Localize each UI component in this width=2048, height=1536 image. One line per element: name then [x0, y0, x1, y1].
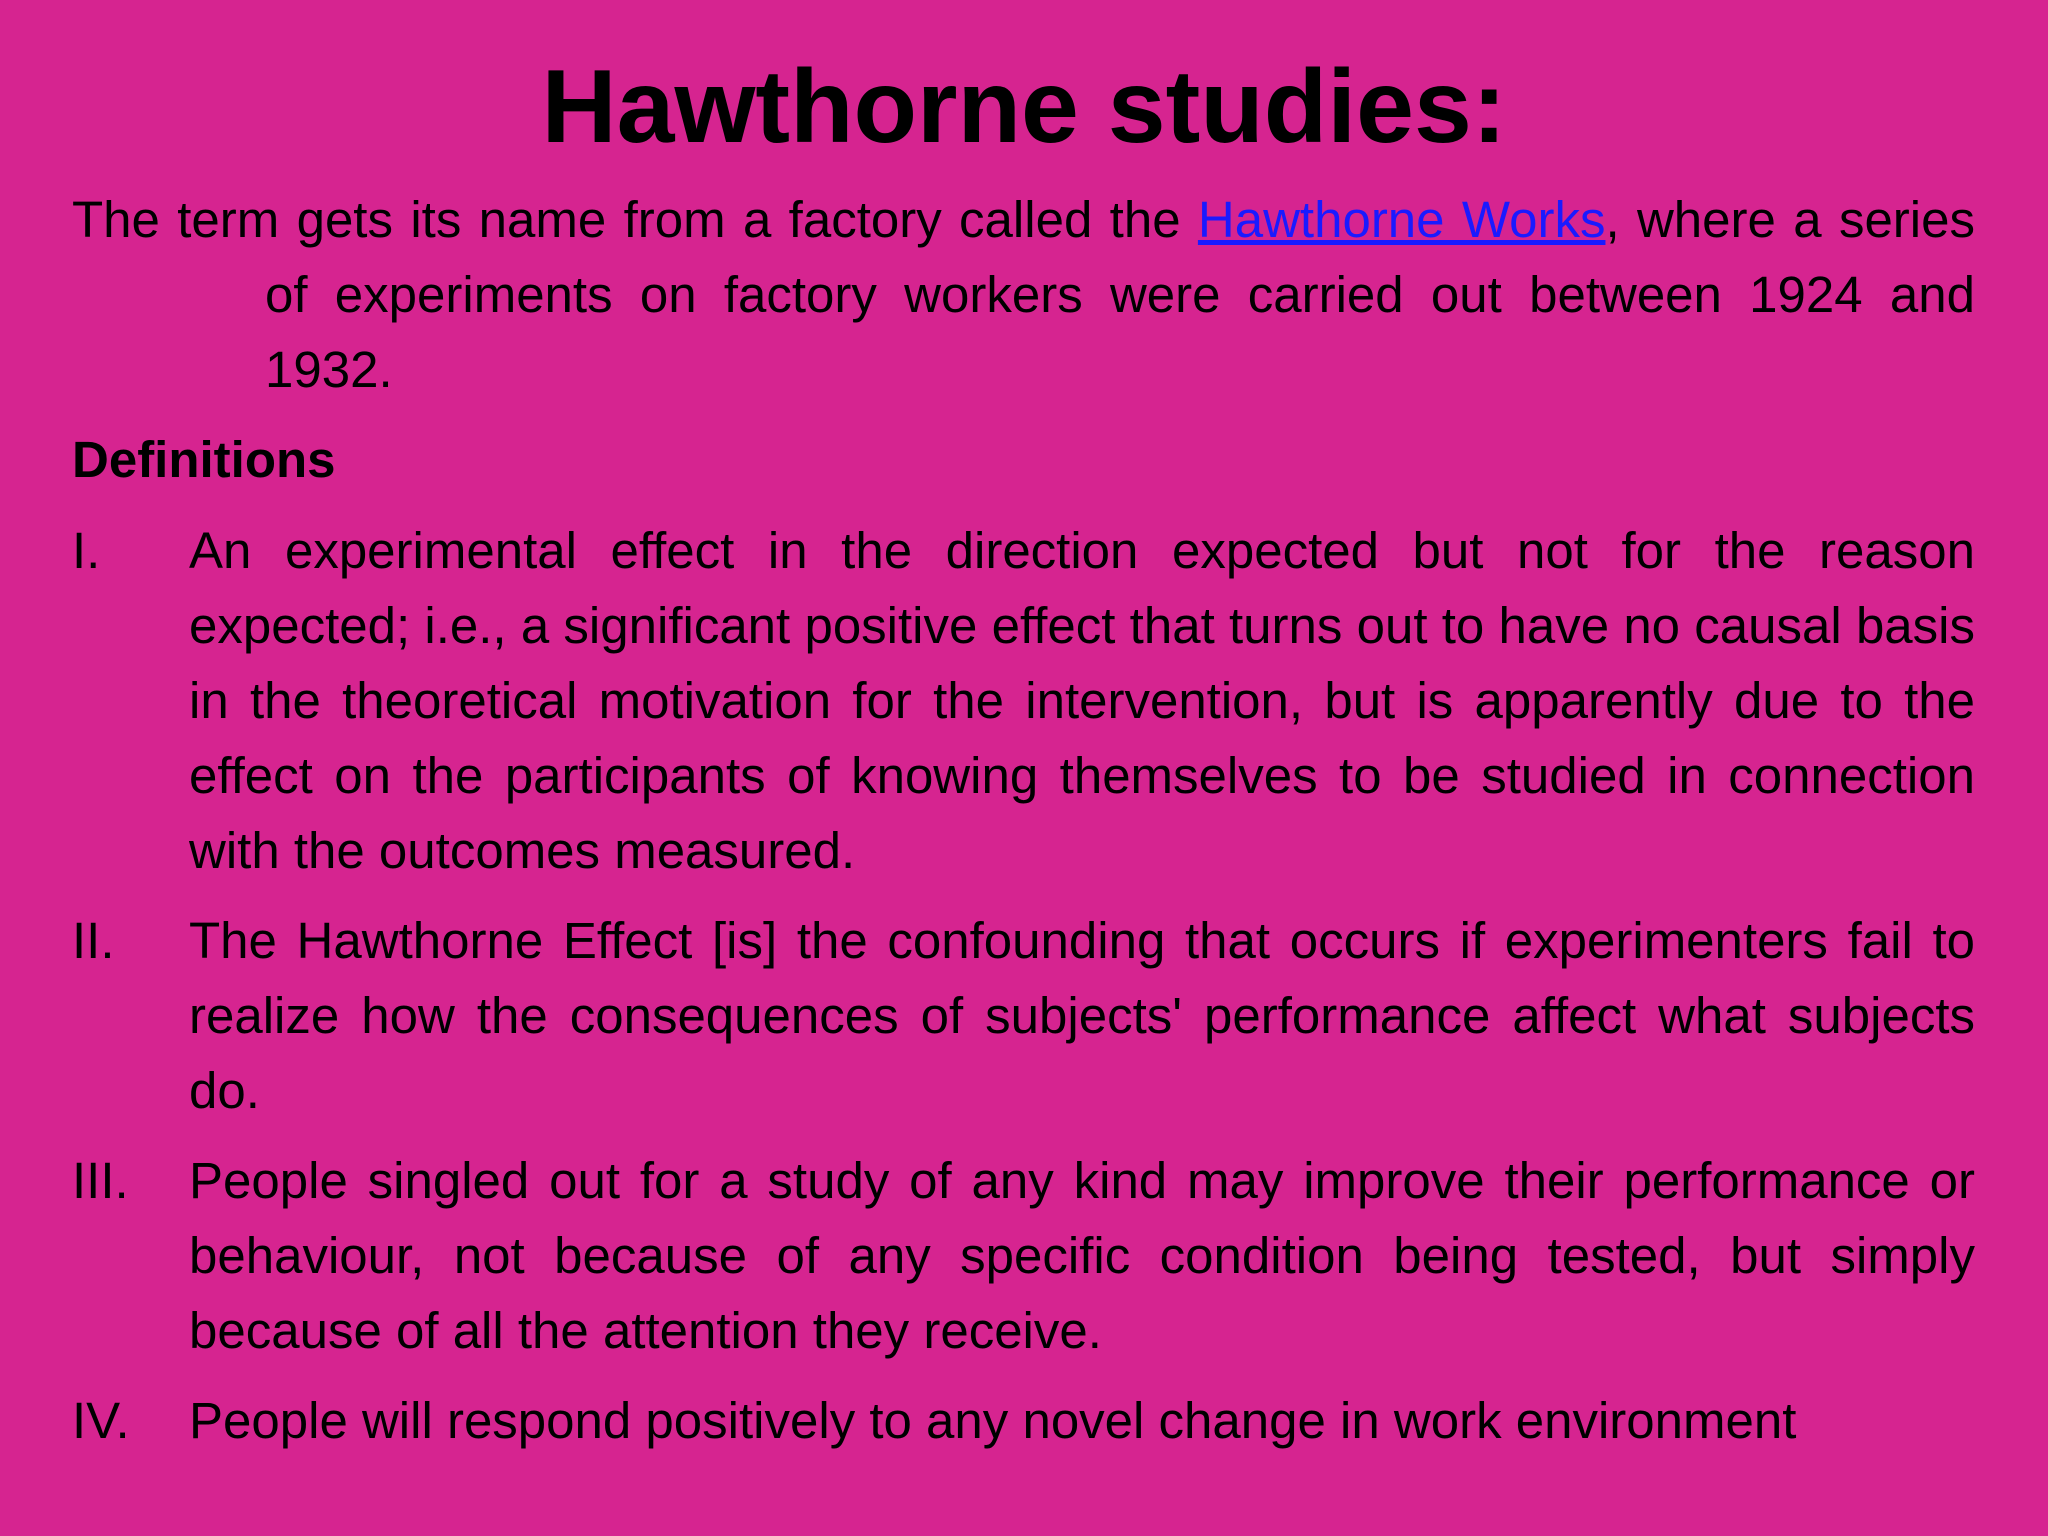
- intro-text-start: The term gets its name from a factory called the: [72, 191, 1198, 248]
- intro-text-end: , where a series of experiments on factory workers were carried out between 1924 and 1932.: [265, 191, 1975, 398]
- definition-text: The Hawthorne Effect [is] the confounding that occurs if experimenters fail to realize how the consequences of subjects' performance affect what subjects do.: [189, 912, 1975, 1119]
- hawthorne-works-link[interactable]: Hawthorne Works: [1197, 191, 1606, 248]
- definition-numeral: III.: [72, 1152, 129, 1209]
- definition-item: [72, 1143, 1975, 1368]
- slide-title: Hawthorne studies:: [541, 49, 1507, 165]
- definition-item: [72, 903, 1975, 1128]
- definition-numeral: IV.: [72, 1392, 130, 1449]
- definitions-heading: Definitions: [72, 431, 336, 488]
- definition-text: People singled out for a study of any kind may improve their performance or behaviour, not because of any specific condition being tested, but simply because of all the attention they receive.: [189, 1152, 1975, 1359]
- definition-item: [72, 1383, 1975, 1458]
- definition-text: People will respond positively to any novel change in work environment: [189, 1392, 1797, 1449]
- definition-numeral: I.: [72, 522, 101, 579]
- intro-paragraph: [72, 182, 1975, 407]
- definition-numeral: II.: [72, 912, 115, 969]
- definition-text: An experimental effect in the direction expected but not for the reason expected; i.e., a significant positive effect that turns out to have no causal basis in the theoretical motivation for the intervention, but is apparently due to the effect on the participants of knowing themselves to be studied in connection with the outcomes measured.: [189, 522, 1975, 879]
- definition-item: [72, 513, 1975, 888]
